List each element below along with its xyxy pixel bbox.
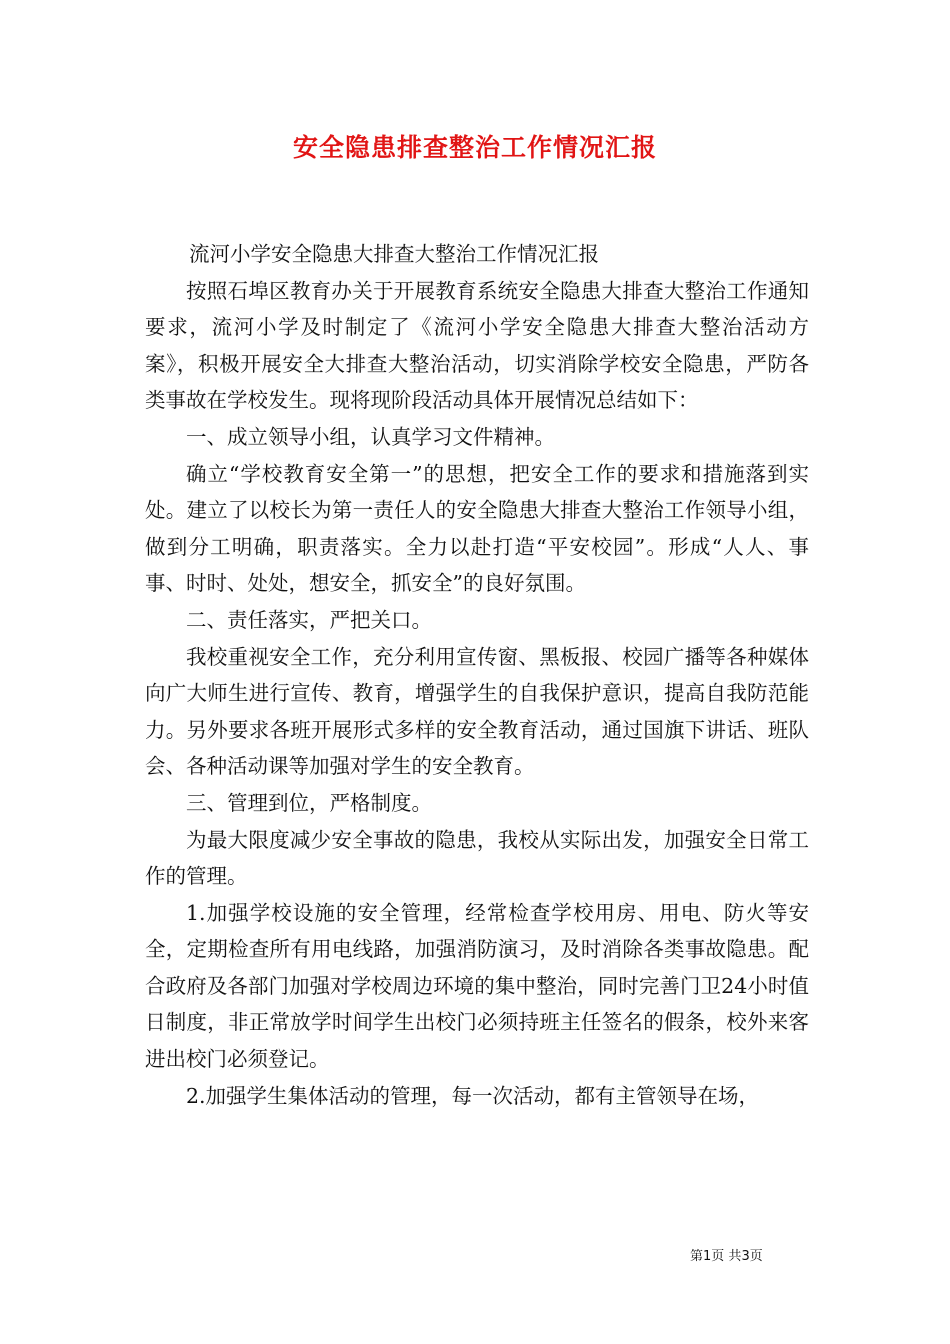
intro-paragraph: 按照石埠区教育办关于开展教育系统安全隐患大排查大整治工作通知要求，流河小学及时制定了《流河小学安全隐患大排查大整治活动方案》，积极开展安全大排查大整治活动，切实消除学校安全隐患，严防各类事故在学校发生。现将现阶段活动具体开展情况总结如下：	[145, 278, 809, 413]
list-item-2: 2.加强学生集体活动的管理，每一次活动，都有主管领导在场，	[186, 1083, 760, 1108]
document-title: 安全隐患排查整治工作情况汇报	[292, 133, 657, 162]
footer-current-page: 1	[703, 1249, 712, 1264]
document-body	[145, 236, 809, 1114]
section-heading-3: 三、管理到位，严格制度。	[186, 790, 432, 815]
list-item-1: 1.加强学校设施的安全管理，经常检查学校用房、用电、防火等安全，定期检查所有用电线路，加强消防演习，及时消除各类事故隐患。配合政府及各部门加强对学校周边环境的集中整治，同时完善门卫24小时值日制度，非正常放学时间学生出校门必须持班主任签名的假条，校外来客进出校门必须登记。	[145, 900, 809, 1072]
section-heading-1: 一、成立领导小组，认真学习文件精神。	[186, 424, 555, 449]
section-2-paragraph: 我校重视安全工作，充分利用宣传窗、黑板报、校园广播等各种媒体向广大师生进行宣传、教育，增强学生的自我保护意识，提高自我防范能力。另外要求各班开展形式多样的安全教育活动，通过国旗下讲话、班队会、各种活动课等加强对学生的安全教育。	[145, 644, 809, 779]
footer-middle: 页 共	[711, 1249, 742, 1264]
page-number-footer	[690, 1248, 830, 1266]
section-heading-2: 二、责任落实，严把关口。	[186, 607, 432, 632]
section-1-paragraph: 确立“学校教育安全第一”的思想，把安全工作的要求和措施落到实处。建立了以校长为第一责任人的安全隐患大排查大整治工作领导小组，做到分工明确，职责落实。全力以赴打造“平安校园”。形成“人人、事事、时时、处处，想安全，抓安全”的良好氛围。	[145, 461, 809, 596]
footer-prefix: 第	[690, 1249, 704, 1264]
footer-suffix: 页	[749, 1249, 763, 1264]
footer-total-pages: 3	[741, 1249, 750, 1264]
report-subtitle: 流河小学安全隐患大排查大整治工作情况汇报	[189, 242, 599, 266]
section-3-paragraph: 为最大限度减少安全事故的隐患，我校从实际出发，加强安全日常工作的管理。	[145, 827, 809, 889]
